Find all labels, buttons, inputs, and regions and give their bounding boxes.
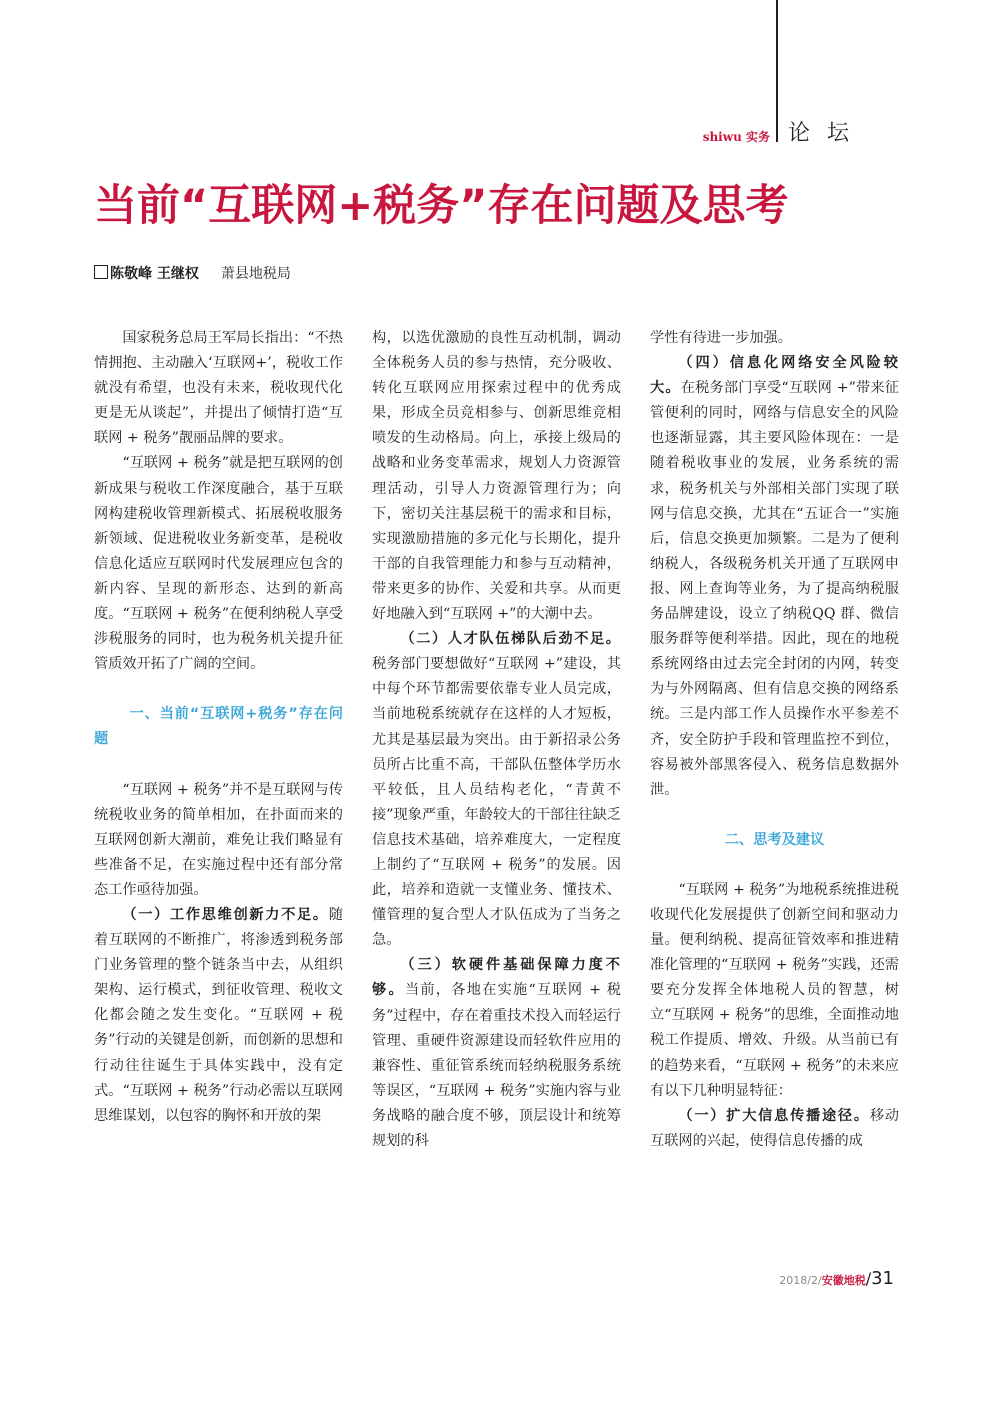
paragraph: 国家税务总局王军局长指出：“不热情拥抱、主动融入‘互联网+’，税收工作就没有希望，也没有未来，税收现代化更是无从谈起”，并提出了倾情打造“互联网 + 税务”靓丽品牌的要求。 [94,330,343,447]
paragraph-lead: （一）扩大信息传播途径。 [678,1107,870,1124]
paragraph: 学性有待进一步加强。 [650,330,792,346]
column-1 [94,326,343,1129]
paragraph-body: 随着互联网的不断推广，将渗透到税务部门业务管理的整个链条当中去，从组织架构、运行模式，到征收管理、税收文化都会随之发生变化。“互联网 + 税务”行动的关键是创新，而创新的思想和行动往往诞生于具体实践中，没有定式。“互联网 + 税务”行动必需以互联网思维谋划，以包容的胸怀和开放的架 [94,906,343,1124]
byline-authors: 陈敬峰 王继权 [110,266,199,282]
footer-separator: / [865,1269,872,1288]
column-3 [650,326,899,1154]
section-heading: 二、思考及建议 [724,831,825,848]
section-label [694,128,770,145]
article-title: 当前“互联网+税务”存在问题及思考 [94,181,789,231]
section-label-en: shiwu [702,130,742,144]
paragraph [94,903,343,1129]
byline [94,263,291,283]
paragraph-body: 移动互联网的兴起，使得信息传播的成 [650,1107,899,1149]
paragraph: “互联网 + 税务”并不是互联网与传统税收业务的简单相加，在扑面而来的互联网创新大潮前，难免让我们略显有些准备不足，在实施过程中还有部分常态工作亟待加强。 [94,781,343,898]
column-name: 论 坛 [788,121,854,146]
paragraph: “互联网 + 税务”就是把互联网的创新成果与税收工作深度融合，基于互联网构建税收管理新模式、拓展税收服务新领域、促进税收业务新变革，是税收信息化适应互联网时代发展理应包含的新内容、呈现的新形态、达到的新高度。“互联网 + 税务”在便利纳税人享受涉税服务的同时，也为税务机关提升征管质效开拓了广阔的空间。 [94,455,343,673]
page-footer [742,1268,894,1289]
section-label-cn: 实务 [745,130,770,144]
paragraph: 构，以选优激励的良性互动机制，调动全体税务人员的参与热情，充分吸收、转化互联网应用探索过程中的优秀成果，形成全员竞相参与、创新思维竞相喷发的生动格局。向上，承接上级局的战略和业务变革需求，规划人力资源管理活动，引导人力资源管理行为；向下，密切关注基层税干的需求和目标，实现激励措施的多元化与长期化，提升干部的自我管理能力和参与互动精神，带来更多的协作、关爱和共享。从而更好地融入到“互联网 +”的大潮中去。 [372,330,621,623]
paragraph: “互联网 + 税务”为地税系统推进税收现代化发展提供了创新空间和驱动力量。便利纳税、提高征管效率和推进精准化管理的“互联网 + 税务”实践，还需要充分发挥全体地税人员的智慧，树立“互联网 + 税务”的思维，全面推动地税工作提质、增效、升级。从当前已有的趋势来看，“互联网 + 税务”的未来应有以下几种明显特征： [650,881,899,1099]
footer-magazine: 安徽地税 [821,1274,866,1287]
paragraph-lead: （三）软硬件基础保障力度不够。 [372,957,621,999]
paragraph [650,1104,899,1154]
footer-date: 2018/2/ [779,1274,822,1287]
paragraph-body: 在税务部门享受“互联网 +”带来征管便利的同时，网络与信息安全的风险也逐渐显露，其主要风险体现在：一是随着税收事业的发展，业务系统的需求，税务机关与外部相关部门实现了联网与信息交换，尤其在“五证合一”实施后，信息交换更加频繁。二是为了便利纳税人，各级税务机关开通了互联网申报、网上查询等业务，为了提高纳税服务品牌建设，设立了纳税QQ 群、微信服务群等便利举措。因此，现在的地税系统网络由过去完全封闭的内网，转变为与外网隔离、但有信息交换的网络系统。三是内部工作人员操作水平参差不齐，安全防护手段和管理监控不到位，容易被外部黑客侵入、税务信息数据外泄。 [650,380,899,798]
header-divider-line [776,0,778,142]
page-number: 31 [871,1268,894,1289]
paragraph-lead: （四）信息化网络安全风险较大。 [650,355,899,397]
paragraph-lead: （二）人才队伍梯队后劲不足。 [400,631,621,648]
paragraph-body: 当前，各地在实施“互联网 + 税务”过程中，存在着重技术投入而轻运行管理、重硬件资源建设而轻软件应用的兼容性、重征管系统而轻纳税服务系统等误区，“互联网 + 税务”实施内容与业务战略的融合度不够，顶层设计和统筹规划的科 [372,982,621,1149]
paragraph [372,953,621,1154]
byline-box-icon [94,265,108,279]
byline-org: 萧县地税局 [220,266,291,282]
paragraph-lead: （一）工作思维创新力不足。 [122,906,329,923]
paragraph-body: 税务部门要想做好“互联网 +”建设，其中每个环节都需要依靠专业人员完成，当前地税系统就存在这样的人才短板，尤其是基层最为突出。由于新招录公务员所占比重不高，干部队伍整体学历水平较低，且人员结构老化，“青黄不接”现象严重，年龄较大的干部往往缺乏信息技术基础，培养难度大，一定程度上制约了“互联网 + 税务”的发展。因此，培养和造就一支懂业务、懂技术、懂管理的复合型人才队伍成为了当务之急。 [372,656,621,949]
paragraph [650,351,899,803]
paragraph [372,627,621,953]
section-heading: 一、当前“互联网+税务”存在问题 [94,706,343,748]
column-2 [372,326,621,1154]
